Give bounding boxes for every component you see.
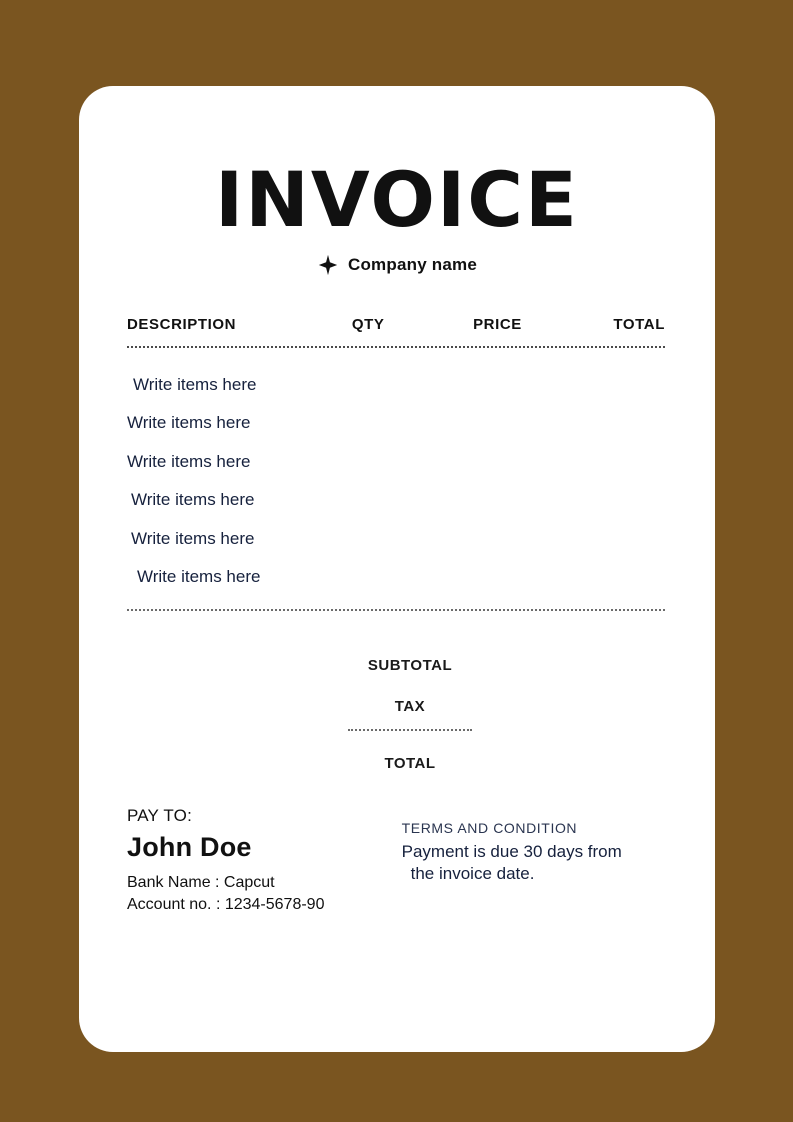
header-divider: [127, 346, 665, 348]
terms-line-2: the invoice date.: [410, 864, 535, 884]
table-row[interactable]: Write items here: [127, 413, 251, 433]
page-title: INVOICE: [215, 155, 579, 244]
items-table: [79, 316, 715, 784]
table-row[interactable]: Write items here: [127, 451, 251, 471]
account-number: Account no. : 1234-5678-90: [127, 895, 325, 913]
table-body: [127, 366, 665, 596]
pay-to-label: PAY TO:: [127, 806, 193, 826]
table-header-row: [127, 316, 665, 333]
totals-section: [127, 645, 665, 784]
column-header-qty: QTY: [351, 316, 385, 333]
terms-text: [402, 841, 675, 885]
body-divider: [127, 609, 665, 611]
table-row[interactable]: Write items here: [131, 490, 255, 510]
terms-block: [402, 806, 675, 915]
terms-line-1: Payment is due 30 days from: [401, 842, 622, 862]
terms-title: TERMS AND CONDITION: [401, 820, 578, 837]
column-header-price: PRICE: [473, 316, 522, 333]
pay-to-block: [127, 806, 380, 915]
column-header-description: DESCRIPTION: [127, 316, 237, 333]
company-name: Company name: [348, 255, 477, 274]
company-row: [79, 254, 715, 276]
invoice-footer: [79, 784, 715, 915]
column-header-total: TOTAL: [613, 316, 665, 333]
total-label: TOTAL: [384, 755, 436, 773]
table-row[interactable]: Write items here: [131, 528, 255, 548]
tax-label: TAX: [166, 686, 654, 743]
invoice-card: [79, 86, 715, 1052]
bank-name: Bank Name : Capcut: [127, 874, 275, 892]
table-row[interactable]: Write items here: [137, 566, 261, 586]
table-row[interactable]: Write items here: [133, 375, 257, 394]
payee-name: John Doe: [127, 832, 252, 863]
subtotal-label: SUBTOTAL: [367, 657, 453, 675]
sparkle-icon: [317, 254, 339, 276]
